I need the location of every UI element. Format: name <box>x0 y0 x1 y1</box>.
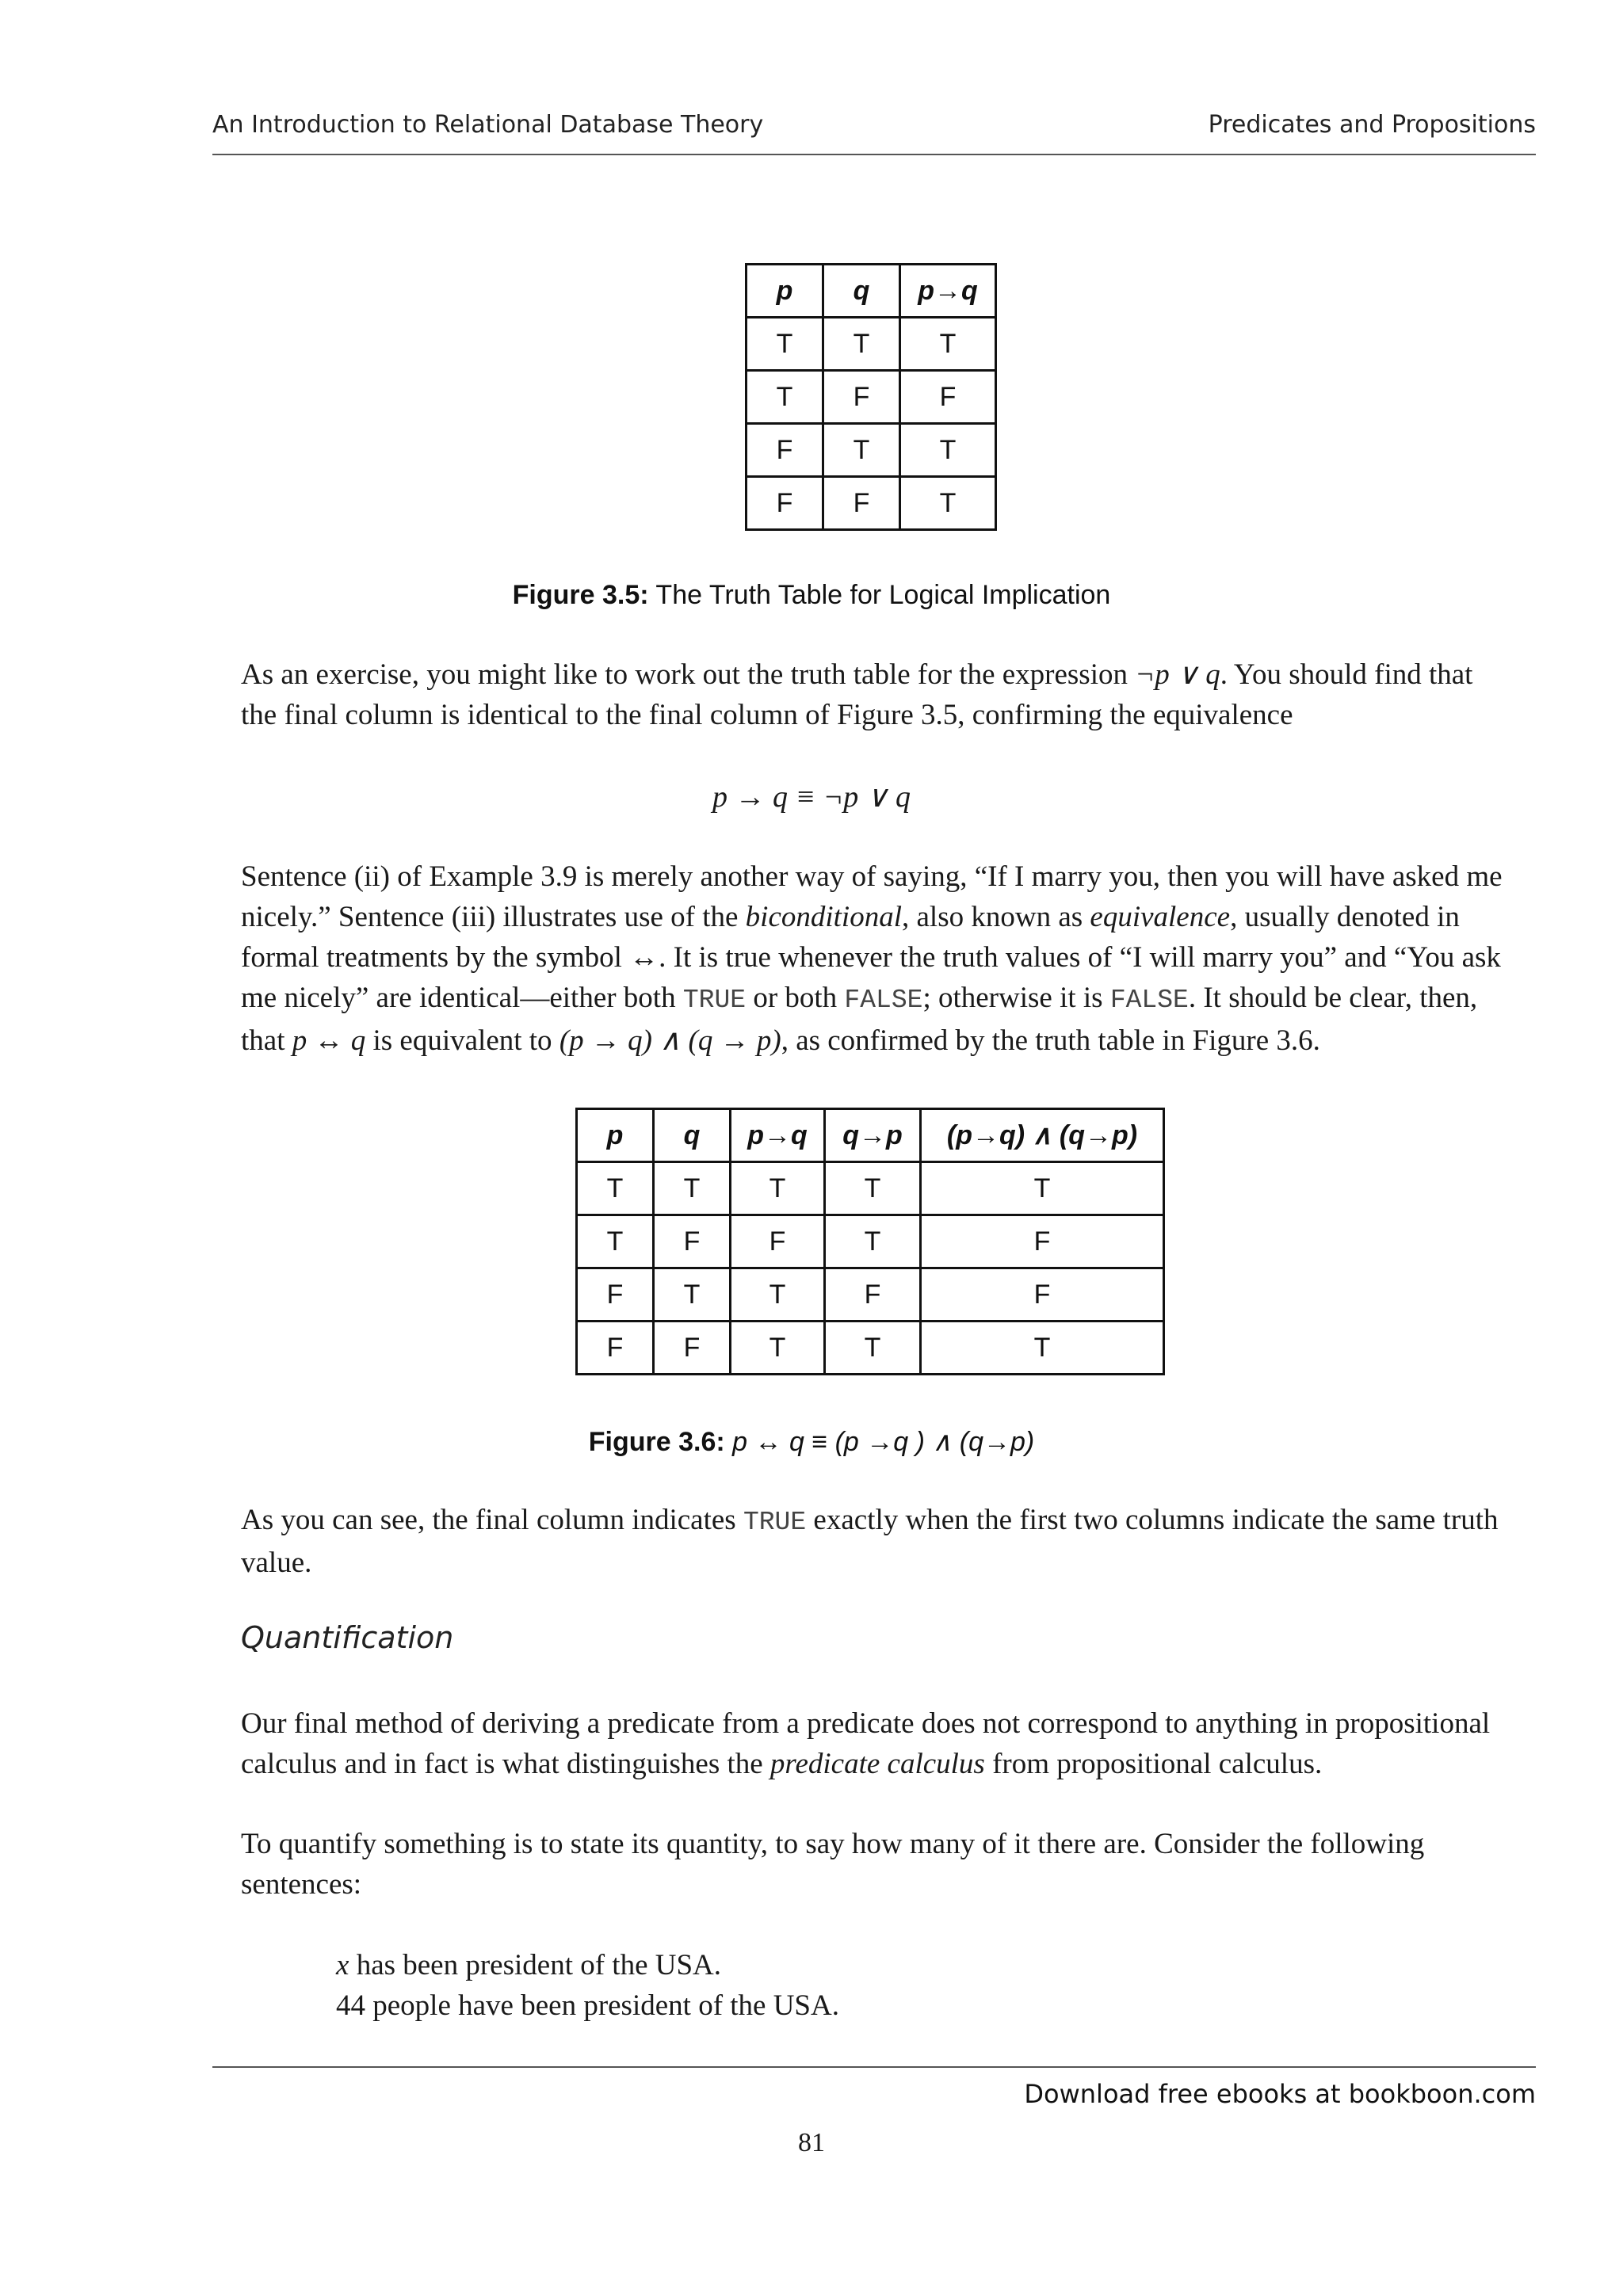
table-cell: T <box>731 1162 825 1215</box>
text-run: As an exercise, you might like to work out the truth table for the expression <box>241 658 1136 691</box>
figure-caption-3-5 <box>0 580 1623 611</box>
text-run: As you can see, the final column indicates <box>241 1504 743 1536</box>
paragraph <box>241 856 1509 1061</box>
table2-header: (p→q) ∧ (q→p) <box>921 1109 1164 1162</box>
emphasis: biconditional <box>745 901 902 933</box>
text-run: from propositional calculus. <box>984 1748 1323 1780</box>
table-cell: T <box>921 1162 1164 1215</box>
example-sentence <box>336 1945 721 1985</box>
header-rule <box>212 154 1536 155</box>
table-cell: F <box>823 477 900 530</box>
code-literal: TRUE <box>743 1508 807 1537</box>
table-cell: T <box>900 424 996 477</box>
section-heading: Quantification <box>241 1620 454 1655</box>
table-cell: T <box>577 1215 654 1268</box>
table-cell: F <box>900 371 996 424</box>
table1-header: p <box>747 265 823 318</box>
footer-download-note: Download free ebooks at bookboon.com <box>1024 2079 1536 2109</box>
table-cell: T <box>731 1268 825 1322</box>
paragraph: To quantify something is to state its quantity, to say how many of it there are. Consider the following sentences: <box>241 1828 1425 1901</box>
text-run: Our final method of deriving a predicate from a predicate does not correspond to anything in propositional calculus and in fact is what distinguishes the <box>241 1707 1491 1780</box>
caption-text: p ↔ q ≡ (p →q ) ∧ (q→p) <box>724 1427 1035 1457</box>
caption-text: The Truth Table for Logical Implication <box>648 580 1111 610</box>
table-row <box>747 318 996 371</box>
text-run: is equivalent to <box>365 1024 559 1057</box>
table2-header: q <box>654 1109 731 1162</box>
table-row <box>747 477 996 530</box>
table-cell: F <box>747 424 823 477</box>
footer-rule <box>212 2066 1536 2068</box>
running-header-title: An Introduction to Relational Database Theory <box>212 111 764 139</box>
table-cell: T <box>825 1162 921 1215</box>
table-cell: T <box>747 318 823 371</box>
table-cell: F <box>654 1322 731 1375</box>
paragraph <box>241 654 1509 735</box>
table-cell: T <box>747 371 823 424</box>
variable: x <box>336 1949 349 1981</box>
code-literal: FALSE <box>844 986 923 1015</box>
caption-label: Figure 3.5: <box>512 580 649 610</box>
table-cell: F <box>823 371 900 424</box>
running-header-chapter: Predicates and Propositions <box>1208 111 1536 139</box>
table1-header: q <box>823 265 900 318</box>
table-cell: F <box>921 1268 1164 1322</box>
text-run: , usually denoted in formal treatments by the symbol ↔. It is true whenever the truth values of “I will marry you” and “You ask me nicely” are identical—either both <box>241 901 1501 1014</box>
truth-table-biconditional <box>575 1108 1165 1375</box>
equivalence-formula: p → q ≡ ¬p ∨ q <box>712 780 911 814</box>
emphasis: predicate calculus <box>769 1748 985 1780</box>
table1-header: p→q <box>900 265 996 318</box>
table-cell: T <box>921 1322 1164 1375</box>
table-cell: T <box>900 477 996 530</box>
table-cell: T <box>654 1162 731 1215</box>
table-cell: T <box>823 318 900 371</box>
table2-header: p <box>577 1109 654 1162</box>
table-cell: F <box>731 1215 825 1268</box>
text-run: or both <box>746 982 845 1014</box>
figure-caption-3-6 <box>0 1426 1623 1458</box>
example-sentence: 44 people have been president of the USA. <box>336 1989 839 2022</box>
table-cell: T <box>731 1322 825 1375</box>
table-row <box>577 1322 1164 1375</box>
table-row <box>747 371 996 424</box>
text-run: , also known as <box>902 901 1090 933</box>
text-run: has been president of the USA. <box>349 1949 722 1981</box>
caption-label: Figure 3.6: <box>588 1427 725 1457</box>
text-run: . You should find that the final column is identical to the final column of Figure 3.5, confirming the equivalence <box>241 658 1473 731</box>
truth-table-implication <box>745 263 997 531</box>
code-literal: FALSE <box>1109 986 1189 1015</box>
table2-header: p→q <box>731 1109 825 1162</box>
paragraph <box>241 1500 1509 1583</box>
text-run: . It should be clear, then, that <box>241 982 1478 1057</box>
table-cell: T <box>825 1215 921 1268</box>
text-run: ; otherwise it is <box>922 982 1110 1014</box>
table-cell: F <box>921 1215 1164 1268</box>
code-literal: TRUE <box>682 986 747 1015</box>
table-row <box>577 1215 1164 1268</box>
math-expression: (p → q) ∧ (q → p) <box>559 1024 781 1057</box>
table-row <box>577 1162 1164 1215</box>
text-run: exactly when the first two columns indicate the same truth value. <box>241 1504 1499 1579</box>
table-cell: T <box>577 1162 654 1215</box>
text-run: , as confirmed by the truth table in Figure 3.6. <box>781 1024 1320 1057</box>
math-expression: ¬p ∨ q <box>1135 658 1220 691</box>
paragraph <box>241 1703 1509 1784</box>
table-cell: F <box>577 1322 654 1375</box>
table-row <box>577 1268 1164 1322</box>
table-cell: T <box>900 318 996 371</box>
table2-header: q→p <box>825 1109 921 1162</box>
table-cell: T <box>823 424 900 477</box>
emphasis: equivalence <box>1090 901 1231 933</box>
table-cell: F <box>825 1268 921 1322</box>
table-row <box>747 424 996 477</box>
text-run: Sentence (ii) of Example 3.9 is merely another way of saying, “If I marry you, then you will have asked me nicely.” Sentence (iii) illustrates use of the <box>241 860 1503 933</box>
page-number: 81 <box>798 2128 825 2157</box>
table-cell: F <box>747 477 823 530</box>
table-cell: F <box>577 1268 654 1322</box>
math-expression: p ↔ q <box>292 1024 366 1057</box>
table-cell: F <box>654 1215 731 1268</box>
table-cell: T <box>825 1322 921 1375</box>
table-cell: T <box>654 1268 731 1322</box>
